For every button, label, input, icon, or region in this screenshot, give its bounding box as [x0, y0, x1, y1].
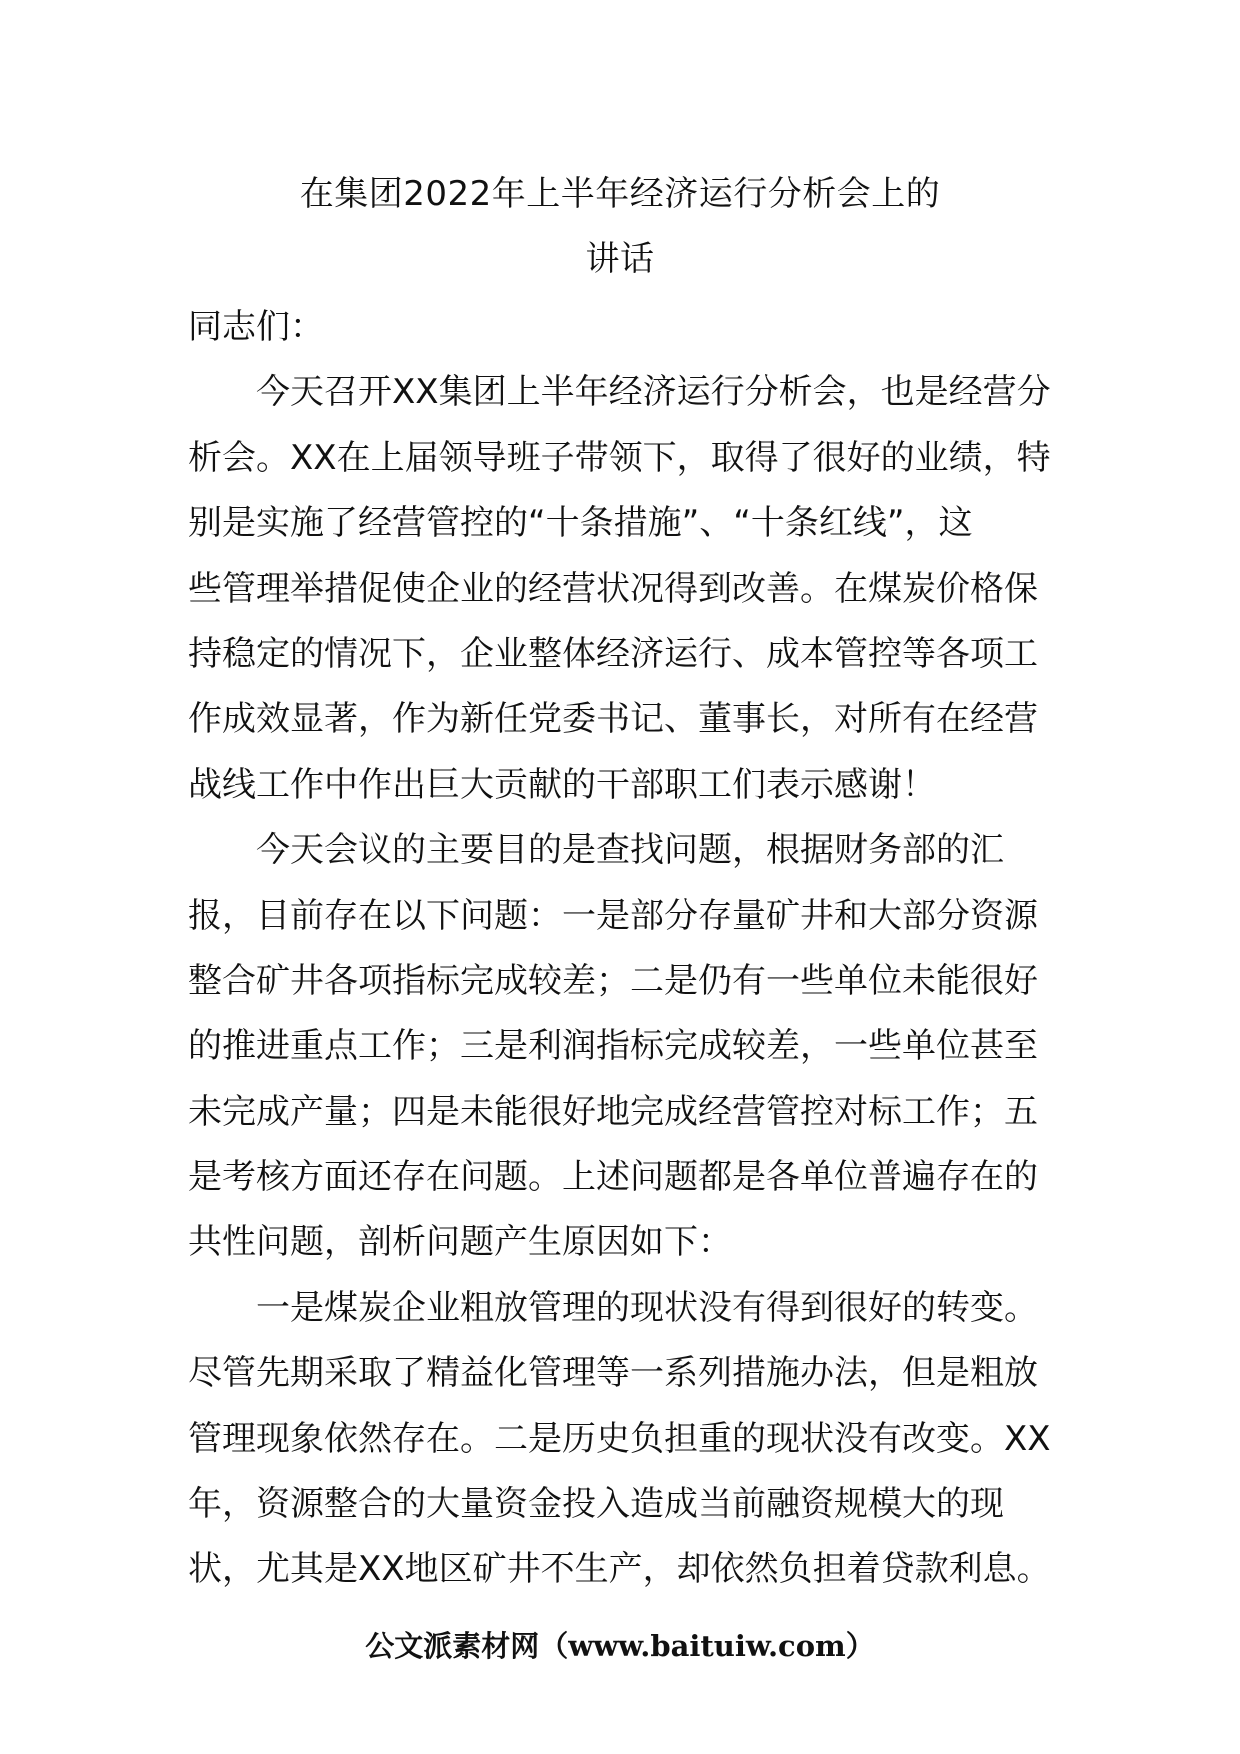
title-line: 讲话: [585, 239, 655, 280]
paragraph-line: 作成效显著，作为新任党委书记、董事长，对所有在经营: [188, 699, 1038, 740]
title-line: 在集团2022年上半年经济运行分析会上的: [299, 174, 941, 214]
paragraph-line: 些管理举措促使企业的经营状况得到改善。在煤炭价格保: [188, 568, 1038, 609]
paragraph-line: 析会。XX在上届领导班子带领下，取得了很好的业绩，特: [188, 437, 1051, 478]
paragraph-line: 别是实施了经营管控的“十条措施”、“十条红线”，这: [188, 503, 973, 544]
paragraph-line: 战线工作中作出巨大贡献的干部职工们表示感谢！: [188, 764, 936, 805]
salutation: 同志们：: [188, 307, 324, 347]
paragraph-line: 整合矿井各项指标完成较差；二是仍有一些单位未能很好: [188, 960, 1038, 1001]
paragraph-line: 年，资源整合的大量资金投入造成当前融资规模大的现: [188, 1484, 1004, 1525]
paragraph-line: 今天会议的主要目的是查找问题，根据财务部的汇: [256, 830, 1004, 871]
paragraph-line: 今天召开XX集团上半年经济运行分析会，也是经营分: [256, 372, 1051, 413]
paragraph-line: 是考核方面还存在问题。上述问题都是各单位普遍存在的: [188, 1157, 1038, 1198]
paragraph-line: 尽管先期采取了精益化管理等一系列措施办法，但是粗放: [188, 1353, 1038, 1394]
paragraph-line: 一是煤炭企业粗放管理的现状没有得到很好的转变。: [256, 1287, 1038, 1328]
paragraph-1: [188, 360, 1060, 818]
paragraph-line: 未完成产量；四是未能很好地完成经营管控对标工作；五: [188, 1091, 1038, 1132]
footer-source: 公文派素材网（www.baituiw.com）: [365, 1629, 875, 1663]
paragraph-line: 共性问题，剖析问题产生原因如下：: [188, 1222, 732, 1263]
paragraph-2: [188, 818, 1060, 1276]
paragraph-line: 持稳定的情况下，企业整体经济运行、成本管控等各项工: [188, 633, 1038, 674]
paragraph-line: 管理现象依然存在。二是历史负担重的现状没有改变。XX: [188, 1418, 1051, 1459]
paragraph-3: [188, 1276, 1060, 1603]
paragraph-line: 的推进重点工作；三是利润指标完成较差，一些单位甚至: [188, 1026, 1038, 1067]
document-body: [188, 295, 1060, 1603]
paragraph-line: 状，尤其是XX地区矿井不生产，却依然负担着贷款利息。: [188, 1549, 1051, 1590]
paragraph-line: 报，目前存在以下问题：一是部分存量矿井和大部分资源: [188, 895, 1038, 936]
document-title: [190, 162, 1050, 293]
